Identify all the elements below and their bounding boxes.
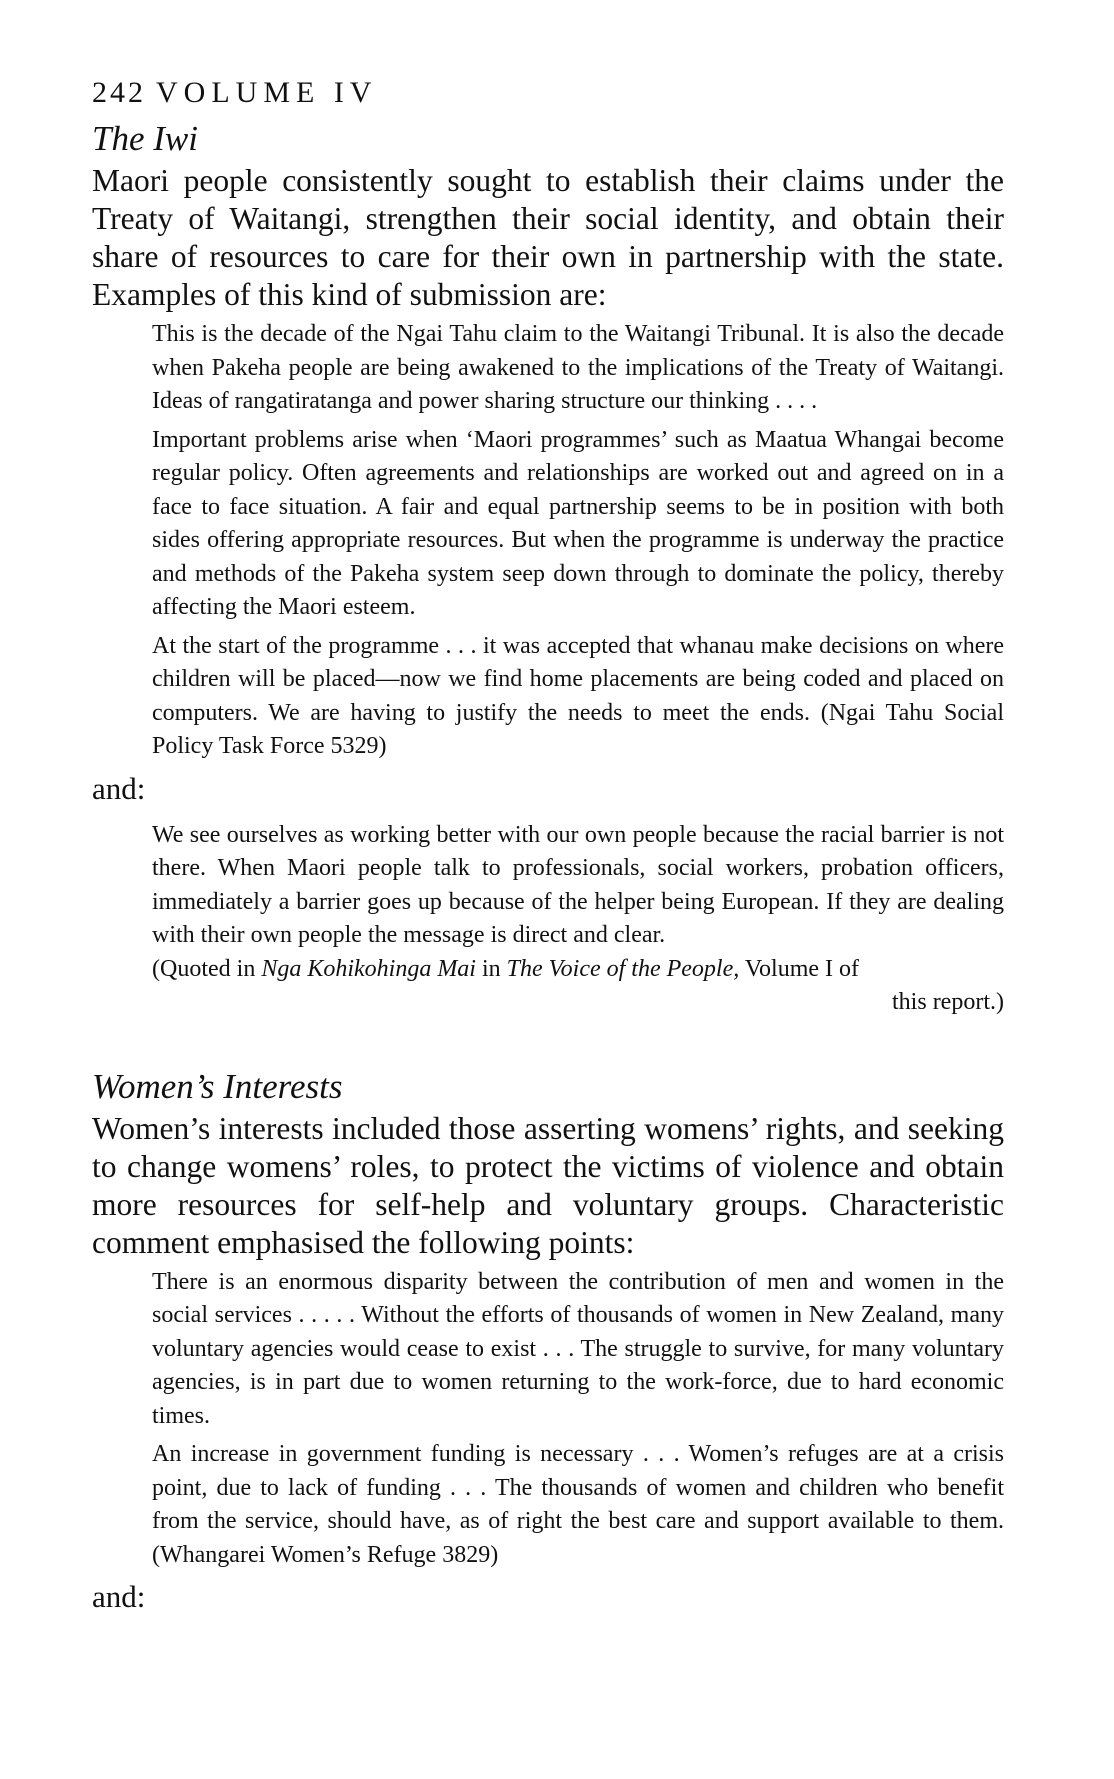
source-end: this report.) — [892, 989, 1004, 1015]
iwi-quote-paragraph-2: Important problems arise when ‘Maori programmes’ such as Maatua Whangai become regular policy. Often agreements and relationships are worked out and agreed on in a face to face situation. A fair and equal partnership seems to be in position with both sides offering appropriate resources. But when the programme is underway the practice and methods of the Pakeha system seep down through to dominate the policy, thereby affecting the Maori esteem. — [152, 426, 1004, 620]
page-number: 242 — [92, 76, 146, 109]
volume-title: VOLUME IV — [156, 76, 378, 109]
running-head — [92, 76, 1004, 110]
section-iwi — [92, 116, 1004, 1020]
iwi-quote-source — [152, 953, 1004, 1020]
women-intro-paragraph: Women’s interests included those asserting womens’ rights, and seeking to change womens’ roles, to protect the victims of violence and obtain more resources for self-help and voluntary groups. Characteristic comment emphasised the following points: — [92, 1110, 1004, 1260]
women-connector: and: — [92, 1579, 146, 1614]
iwi-quote-paragraph-1: This is the decade of the Ngai Tahu claim to the Waitangi Tribunal. It is also the decade when Pakeha people are being awakened to the implications of the Treaty of Waitangi. Ideas of rangatiratanga and power sharing structure our thinking . . . . — [152, 321, 1004, 414]
source-title-1: Nga Kohikohinga Mai — [261, 955, 476, 982]
source-title-2: The Voice of the People, — [506, 955, 740, 982]
women-quote-paragraph-2: An increase in government funding is necessary . . . Women’s refuges are at a crisis point, due to lack of funding . . . The thousands of women and children who benefit from the service, should have, as of right the best care and support available to them. (Whangarei Women’s Refuge 3829) — [152, 1441, 1004, 1568]
section-heading-iwi: The Iwi — [92, 119, 198, 158]
source-after: Volume I of — [739, 955, 860, 982]
section-womens-interests — [92, 1064, 1004, 1618]
iwi-connector: and: — [92, 770, 146, 806]
iwi-quote-paragraph-3: At the start of the programme . . . it was accepted that whanau make decisions on where children will be placed—now we find home placements are being coded and placed on computers. We are having to justify the needs to meet the ends. (Ngai Tahu Social Policy Task Force 5329) — [152, 632, 1004, 759]
source-prefix: (Quoted in — [152, 955, 262, 982]
source-mid: in — [475, 955, 507, 982]
section-spacer — [92, 1020, 1004, 1064]
iwi-intro-paragraph: Maori people consistently sought to establish their claims under the Treaty of Waitangi, strengthen their social identity, and obtain their share of resources to care for their own in partnership with the state. Examples of this kind of submission are: — [92, 163, 1004, 312]
iwi-block-quote — [152, 318, 1004, 764]
section-heading-womens-interests: Women’s Interests — [92, 1066, 343, 1106]
iwi-block-quote-2 — [152, 819, 1004, 953]
women-block-quote — [152, 1266, 1004, 1573]
women-quote-paragraph-1: There is an enormous disparity between the contribution of men and women in the social services . . . . . Without the efforts of thousands of women in New Zealand, many voluntary agencies would cease to exist . . . The struggle to survive, for many voluntary agencies, is in part due to women returning to the work-force, due to hard economic times. — [152, 1268, 1004, 1429]
iwi-quote2-paragraph: We see ourselves as working better with our own people because the racial barrier is not there. When Maori people talk to professionals, social workers, probation officers, immediately a barrier goes up because of the helper being European. If they are dealing with their own people the message is direct and clear. — [152, 821, 1004, 948]
